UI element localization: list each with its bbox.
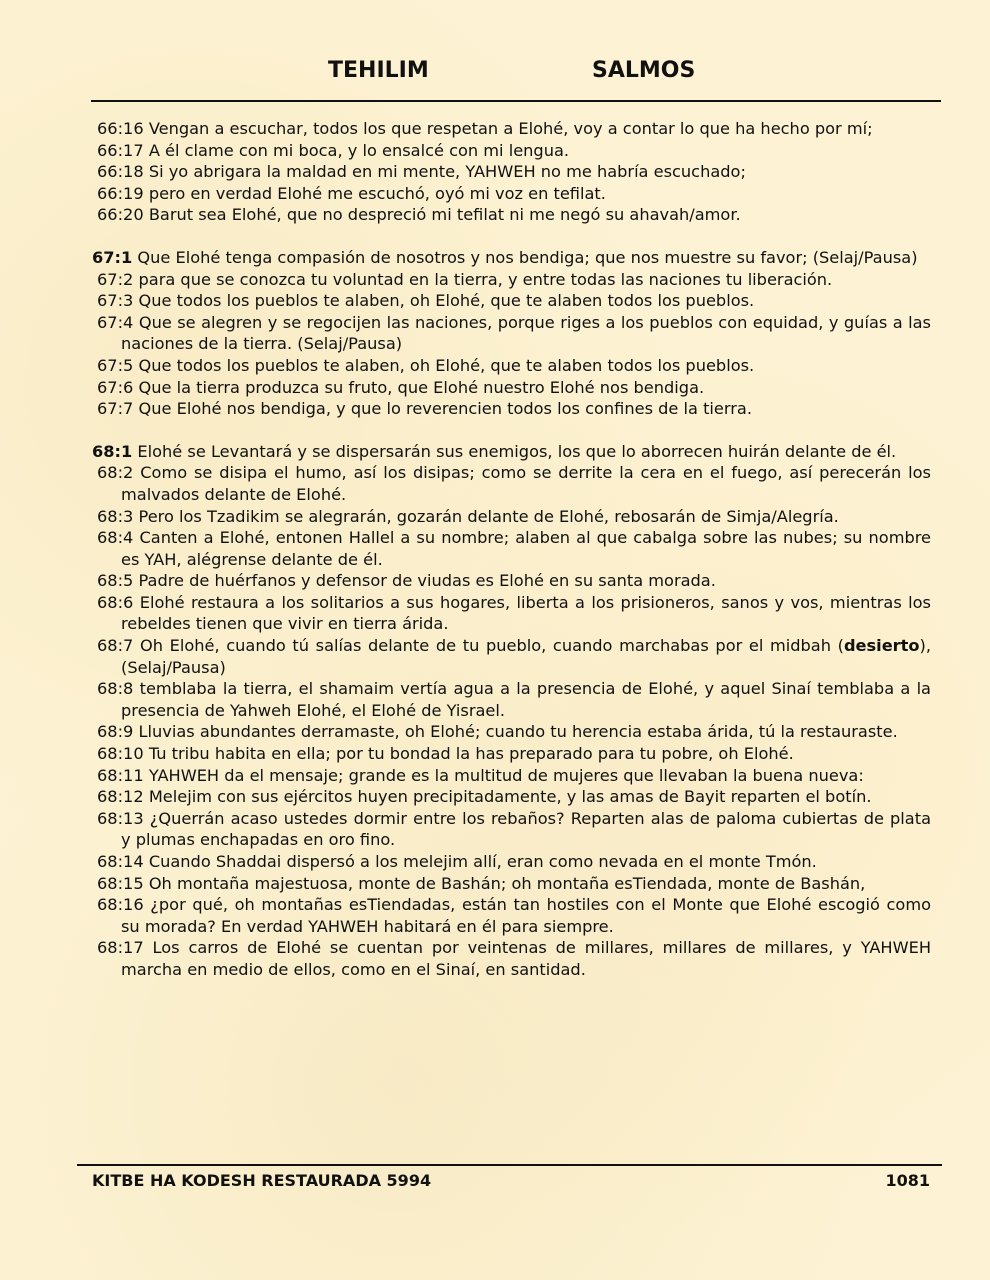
scripture-text xyxy=(92,118,932,981)
page-header xyxy=(0,58,990,92)
verse-ref: 66:18 xyxy=(97,162,144,182)
verse-ref: 68:16 xyxy=(97,895,144,915)
verse-ref: 68:7 xyxy=(97,636,134,656)
verse-text: A él clame con mi boca, y lo ensalcé con mi lengua. xyxy=(148,140,570,160)
verse-68-13 xyxy=(97,808,931,851)
verse-ref: 68:4 xyxy=(97,528,134,548)
verse-68-9 xyxy=(97,721,931,743)
verse-66-16 xyxy=(97,118,931,140)
verse-68-17 xyxy=(97,937,931,980)
verse-ref: 66:20 xyxy=(97,205,144,225)
verse-68-4 xyxy=(97,527,931,570)
verse-text: Barut sea Elohé, que no despreció mi tefilat ni me negó su ahavah/amor. xyxy=(148,205,741,225)
verse-text: Si yo abrigara la maldad en mi mente, YAHWEH no me habría escuchado; xyxy=(148,162,746,182)
verse-text: Que todos los pueblos te alaben, oh Elohé, que te alaben todos los pueblos. xyxy=(138,291,755,311)
verse-ref: 68:6 xyxy=(97,592,134,612)
chapter-ref: 68:1 xyxy=(92,441,133,461)
footer-book-title: KITBE HA KODESH RESTAURADA 5994 xyxy=(92,1171,432,1190)
verse-ref: 67:5 xyxy=(97,355,134,375)
verse-text: ¿por qué, oh montañas esTiendadas, están tan hostiles con el Monte que Elohé escogió como su morada? En verdad YAHWEH habitará en él para siempre. xyxy=(121,895,932,936)
verse-ref: 68:5 xyxy=(97,571,134,591)
verse-text: Pero los Tzadikim se alegrarán, gozarán delante de Elohé, rebosarán de Simja/Alegría. xyxy=(138,506,839,526)
verse-ref: 68:17 xyxy=(97,938,144,958)
verse-68-11 xyxy=(97,765,931,787)
verse-text: temblaba la tierra, el shamaim vertía agua a la presencia de Elohé, y aquel Sinaí temblaba a la presencia de Yahweh Elohé, el Elohé de Yisrael. xyxy=(121,679,931,720)
verse-ref: 68:15 xyxy=(97,873,144,893)
verse-ref: 68:11 xyxy=(97,765,144,785)
verse-text: Melejim con sus ejércitos huyen precipitadamente, y las amas de Bayit reparten el botín. xyxy=(148,787,872,807)
header-rule xyxy=(91,100,941,102)
verse-67-2 xyxy=(97,269,931,291)
verse-68-3 xyxy=(97,506,931,528)
verse-68-6 xyxy=(97,592,931,635)
verse-ref: 66:17 xyxy=(97,140,144,160)
chapter-ref: 67:1 xyxy=(92,247,133,267)
verse-text: Que la tierra produzca su fruto, que Elohé nuestro Elohé nos bendiga. xyxy=(138,377,705,397)
verse-text: Canten a Elohé, entonen Hallel a su nombre; alaben al que cabalga sobre las nubes; su nombre es YAH, alégrense delante de él. xyxy=(121,528,931,569)
verse-ref: 68:12 xyxy=(97,787,144,807)
verse-67-6 xyxy=(97,377,931,399)
verse-ref: 66:19 xyxy=(97,183,144,203)
verse-68-15 xyxy=(97,873,931,895)
verse-ref: 68:10 xyxy=(97,744,144,764)
verse-66-18 xyxy=(97,161,931,183)
verse-text: Tu tribu habita en ella; por tu bondad la has preparado para tu pobre, oh Elohé. xyxy=(148,744,794,764)
verse-ref: 66:16 xyxy=(97,119,144,138)
verse-67-4 xyxy=(97,312,931,355)
verse-67-1 xyxy=(92,247,931,269)
verse-68-14 xyxy=(97,851,931,873)
verse-text: ¿Querrán acaso ustedes dormir entre los rebaños? Reparten alas de paloma cubiertas de plata y plumas enchapadas en oro fino. xyxy=(121,808,931,850)
verse-ref: 67:6 xyxy=(97,377,134,397)
verse-text: Los carros de Elohé se cuentan por veintenas de millares, millares de millares, y YAHWEH marcha en medio de ellos, como en el Sinaí, en santidad. xyxy=(121,938,931,979)
verse-text: Como se disipa el humo, así los disipas; como se derrite la cera en el fuego, así perecerán los malvados delante de Elohé. xyxy=(121,463,931,504)
verse-text: Oh Elohé, cuando tú salías delante de tu pueblo, cuando marchabas por el midbah ( xyxy=(140,636,844,656)
verse-66-19 xyxy=(97,183,931,205)
verse-text: Oh montaña majestuosa, monte de Bashán; oh montaña esTiendada, monte de Bashán, xyxy=(148,873,866,893)
verse-68-5 xyxy=(97,570,931,592)
page-number: 1081 xyxy=(885,1171,930,1190)
verse-ref: 68:13 xyxy=(97,808,144,828)
verse-text: Vengan a escuchar, todos los que respetan a Elohé, voy a contar lo que ha hecho por mí; xyxy=(148,119,873,138)
verse-text: Que Elohé tenga compasión de nosotros y nos bendiga; que nos muestre su favor; (Selaj/Pausa) xyxy=(137,247,918,267)
verse-text: Elohé restaura a los solitarios a sus hogares, liberta a los prisioneros, sanos y vos, mientras los rebeldes tienen que vivir en tierra árida. xyxy=(121,592,931,634)
header-title-salmos: SALMOS xyxy=(592,58,696,83)
verse-text: Lluvias abundantes derramaste, oh Elohé; cuando tu herencia estaba árida, tú la restauraste. xyxy=(138,722,898,742)
verse-68-16 xyxy=(97,894,931,937)
verse-text: YAHWEH da el mensaje; grande es la multitud de mujeres que llevaban la buena nueva: xyxy=(148,765,864,785)
verse-66-20 xyxy=(97,204,931,226)
header-title-tehilim: TEHILIM xyxy=(328,58,429,83)
verse-ref: 67:4 xyxy=(97,312,134,332)
verse-67-5 xyxy=(97,355,931,377)
verse-66-17 xyxy=(97,140,931,162)
footer-rule xyxy=(77,1164,942,1166)
verse-text-end: ), (Selaj/Pausa) xyxy=(121,636,931,677)
verse-68-8 xyxy=(97,678,931,721)
verse-68-2 xyxy=(97,462,931,505)
verse-ref: 67:2 xyxy=(97,269,134,289)
verse-text: Que Elohé nos bendiga, y que lo reverencien todos los confines de la tierra. xyxy=(138,399,752,419)
bold-word-desierto: desierto xyxy=(843,636,920,656)
verse-text: Que se alegren y se regocijen las naciones, porque riges a los pueblos con equidad, y guías a las naciones de la tierra. (Selaj/Pausa) xyxy=(121,312,931,354)
verse-68-10 xyxy=(97,743,931,765)
verse-ref: 68:3 xyxy=(97,506,134,526)
verse-text: Cuando Shaddai dispersó a los melejim allí, eran como nevada en el monte Tmón. xyxy=(148,852,817,871)
verse-ref: 67:3 xyxy=(97,291,134,311)
verse-text: Que todos los pueblos te alaben, oh Elohé, que te alaben todos los pueblos. xyxy=(138,355,755,375)
verse-text: pero en verdad Elohé me escuchó, oyó mi voz en tefilat. xyxy=(148,183,606,203)
verse-text: Padre de huérfanos y defensor de viudas es Elohé en su santa morada. xyxy=(138,571,716,591)
verse-67-3 xyxy=(97,290,931,312)
verse-68-1 xyxy=(92,441,931,463)
verse-text: Elohé se Levantará y se dispersarán sus enemigos, los que lo aborrecen huirán delante de él. xyxy=(137,441,897,461)
verse-ref: 68:9 xyxy=(97,722,134,742)
verse-68-7 xyxy=(97,635,931,678)
verse-ref: 68:8 xyxy=(97,679,134,699)
page-footer xyxy=(92,1171,930,1195)
verse-67-7 xyxy=(97,398,931,420)
verse-ref: 68:2 xyxy=(97,463,134,483)
verse-ref: 68:14 xyxy=(97,852,144,871)
verse-ref: 67:7 xyxy=(97,399,134,419)
verse-68-12 xyxy=(97,786,931,808)
verse-text: para que se conozca tu voluntad en la tierra, y entre todas las naciones tu liberación. xyxy=(138,269,833,289)
